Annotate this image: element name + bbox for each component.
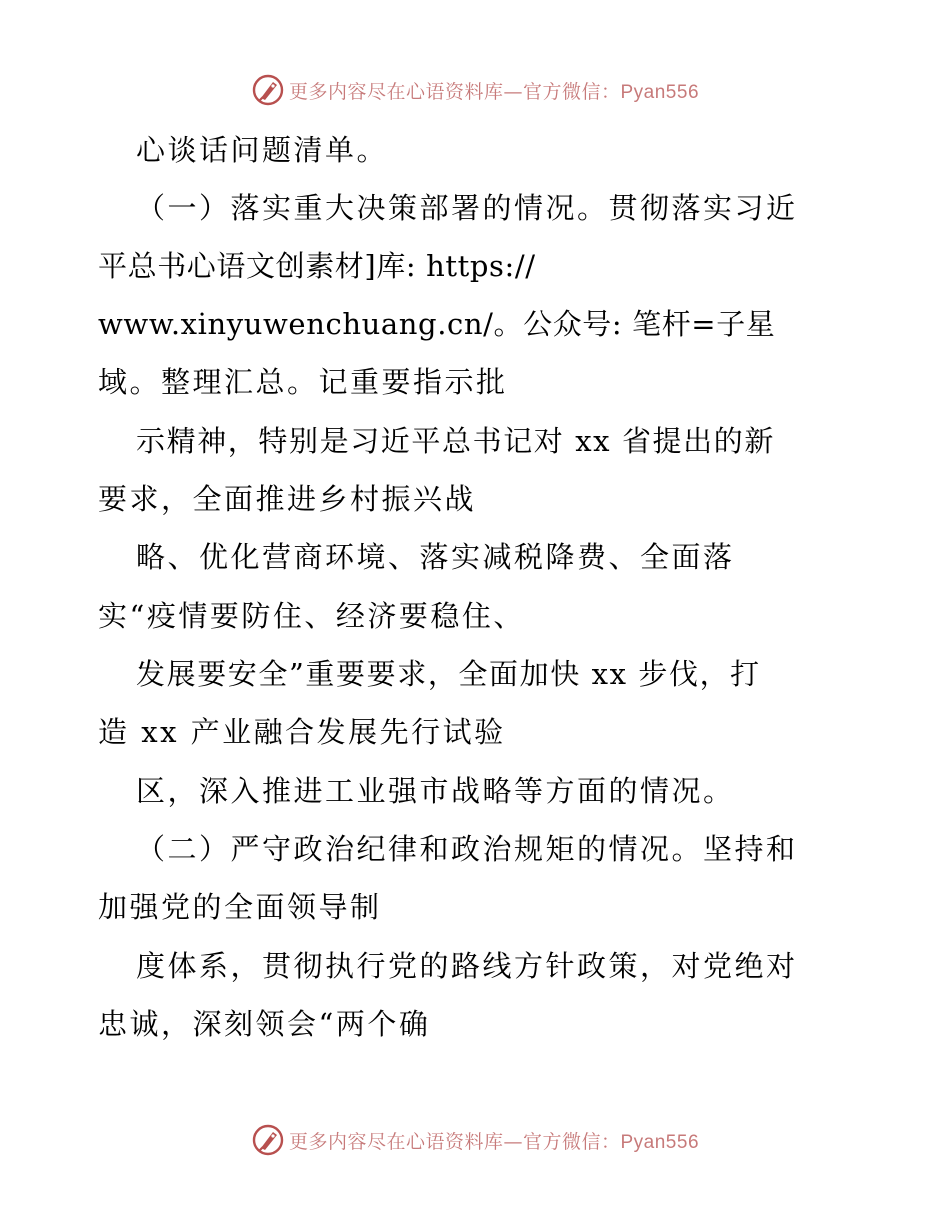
text-line: 度体系，贯彻执行党的路线方针政策，对党绝对: [136, 949, 798, 983]
text-line: （二）严守政治纪律和政治规矩的情况。坚持和: [136, 832, 798, 866]
text-line: 心谈话问题清单。: [136, 133, 389, 167]
text-line: www.xinyuwenchuang.cn/。公众号: 笔杆=子星: [98, 307, 776, 341]
text-line: 要求，全面推进乡村振兴战: [98, 482, 477, 516]
text-line: 区，深入推进工业强市战略等方面的情况。: [136, 774, 735, 808]
text-line: 略、优化营商环境、落实减税降费、全面落: [136, 540, 735, 574]
text-line: 示精神，特别是习近平总书记对 xx 省提出的新: [136, 424, 775, 458]
text-line: 平总书心语文创素材]库: https://: [98, 249, 536, 283]
pen-nib-seal-icon: [251, 1123, 285, 1157]
header-watermark-text: 更多内容尽在心语资料库—官方微信：Pyan556: [288, 80, 700, 103]
footer-wechat-id: Pyan556: [620, 1131, 700, 1153]
text-line: 域。整理汇总。记重要指示批: [98, 365, 508, 399]
text-line: 发展要安全”重要要求，全面加快 xx 步伐，打: [136, 657, 761, 691]
text-line: 造 xx 产业融合发展先行试验: [98, 715, 506, 749]
text-line: （一）落实重大决策部署的情况。贯彻落实习近: [136, 191, 798, 225]
footer-watermark-text: 更多内容尽在心语资料库—官方微信：Pyan556: [288, 1130, 700, 1153]
text-line: 实“疫情要防住、经济要稳住、: [98, 599, 525, 633]
footer-watermark-banner: [0, 1120, 950, 1160]
header-wechat-id: Pyan556: [620, 81, 700, 103]
text-line: 忠诚，深刻领会“两个确: [98, 1007, 431, 1041]
text-line: 加强党的全面领导制: [98, 890, 382, 924]
